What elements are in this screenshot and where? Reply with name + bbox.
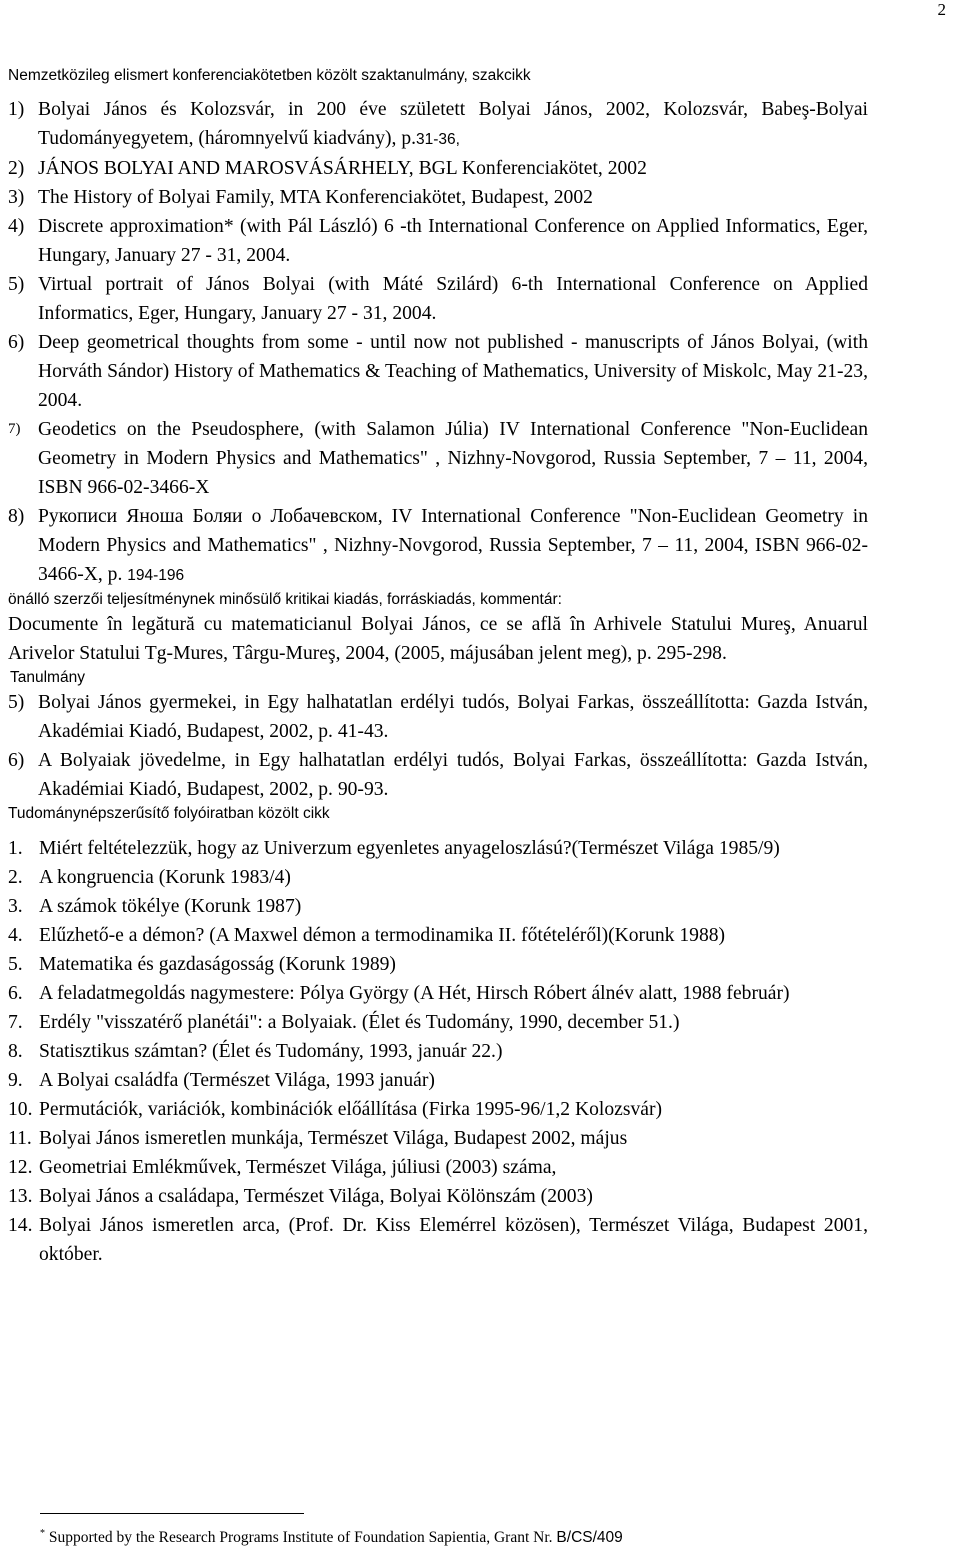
footnote-divider <box>40 1513 304 1514</box>
item-number: 2) <box>8 158 25 179</box>
item-text: Discrete approximation* (with Pál László) 6 -th International Conference on Applied Informatics, Eger, Hungary, January 27 - 31, 2004. <box>38 216 868 266</box>
heading-popular: Tudománynépszerűsítő folyóiratban közölt cikk <box>8 805 330 822</box>
list-item <box>8 834 868 863</box>
item-text: Permutációk, variációk, kombinációk előállítása (Firka 1995-96/1,2 Kolozsvár) <box>39 1099 663 1120</box>
list-item <box>8 1037 868 1066</box>
list-item <box>8 328 868 415</box>
item-text: Bolyai János a családapa, Természet Világa, Bolyai Kölönszám (2003) <box>39 1186 593 1207</box>
item-number: 5) <box>8 274 25 295</box>
list-item <box>8 1008 868 1037</box>
document-page <box>8 66 868 1269</box>
item-text: Statisztikus számtan? (Élet és Tudomány, 1993, január 22.) <box>39 1041 503 1062</box>
list-item <box>8 154 868 183</box>
item-text: A Bolyaiak jövedelme, in Egy halhatatlan erdélyi tudós, Bolyai Farkas, összeállította: Gazda István, Akadémiai Kiadó, Budapest, 2002, p. 90-93. <box>38 750 868 800</box>
list-item <box>8 1066 868 1095</box>
item-number: 4) <box>8 216 25 237</box>
list-item <box>8 1124 868 1153</box>
item-text: A számok tökélye (Korunk 1987) <box>39 896 302 917</box>
item-text: JÁNOS BOLYAI AND MAROSVÁSÁRHELY, BGL Konferenciakötet, 2002 <box>38 158 647 179</box>
item-number: 5) <box>8 692 25 713</box>
item-number: 6) <box>8 332 25 353</box>
item-text: Miért feltételezzük, hogy az Univerzum egyenletes anyageloszlású?(Természet Világa 1985/9) <box>39 838 780 859</box>
item-text: Рукописи Яноша Боляи о Лобачевском, IV International Conference "Non-Euclidean Geometry in Modern Physics and Mathematics" , Nizhny-Novgorod, Russia September, 7 – 11, 2004, ISBN 966-02-3466-X, p. 194-196 <box>38 506 868 585</box>
list-item <box>8 1153 868 1182</box>
conference-list <box>8 95 868 590</box>
list-item <box>8 979 868 1008</box>
footnote <box>40 1524 623 1548</box>
study-list <box>8 688 868 804</box>
item-number: 6. <box>8 983 23 1004</box>
item-text: A feladatmegoldás nagymestere: Pólya György (A Hét, Hirsch Róbert álnév alatt, 1988 február) <box>39 983 790 1004</box>
list-item <box>8 892 868 921</box>
item-text: A kongruencia (Korunk 1983/4) <box>39 867 291 888</box>
item-text: Matematika és gazdaságosság (Korunk 1989) <box>39 954 396 975</box>
item-number: 1. <box>8 838 23 859</box>
footnote-text: Supported by the Research Programs Institute of Foundation Sapientia, Grant Nr. <box>48 1529 553 1546</box>
item-number: 8) <box>8 506 25 527</box>
list-item <box>8 950 868 979</box>
item-text: Bolyai János és Kolozsvár, in 200 éve született Bolyai János, 2002, Kolozsvár, Babeş-Bolyai Tudományegyetem, (háromnyelvű kiadvány), p.31-36, <box>38 99 868 149</box>
item-text: Geodetics on the Pseudosphere, (with Salamon Júlia) IV International Conference "Non-Euclidean Geometry in Modern Physics and Mathematics" , Nizhny-Novgorod, Russia September, 7 – 11, 2004, ISBN 966-02-3466-X <box>38 419 868 498</box>
item-number: 12. <box>8 1157 33 1178</box>
page-number: 2 <box>937 0 946 19</box>
heading-study: Tanulmány <box>10 669 85 686</box>
item-number: 4. <box>8 925 23 946</box>
item-text: Elűzhető-e a démon? (A Maxwel démon a termodinamika II. főtételéről)(Korunk 1988) <box>39 925 726 946</box>
item-text: The History of Bolyai Family, MTA Konferenciakötet, Budapest, 2002 <box>38 187 593 208</box>
list-item <box>8 95 868 154</box>
item-text: Bolyai János ismeretlen arca, (Prof. Dr. Kiss Elemérrel közösen), Természet Világa, Budapest 2001, október. <box>39 1215 868 1265</box>
list-item <box>8 415 868 502</box>
item-text: Bolyai János ismeretlen munkája, Természet Világa, Budapest 2002, május <box>39 1128 628 1149</box>
item-number: 14. <box>8 1215 33 1236</box>
list-item <box>8 212 868 270</box>
item-number: 9. <box>8 1070 23 1091</box>
list-item <box>8 502 868 590</box>
heading-critical: önálló szerzői teljesítménynek minősülő kritikai kiadás, forráskiadás, kommentár: <box>8 591 562 608</box>
item-text: Geometriai Emlékművek, Természet Világa, júliusi (2003) száma, <box>39 1157 557 1178</box>
item-text: A Bolyai családfa (Természet Világa, 1993 január) <box>39 1070 435 1091</box>
list-item <box>8 1095 868 1124</box>
item-text: Virtual portrait of János Bolyai (with Máté Szilárd) 6-th International Conference on Applied Informatics, Eger, Hungary, January 27 - 31, 2004. <box>38 274 868 324</box>
item-number: 5. <box>8 954 23 975</box>
list-item <box>8 863 868 892</box>
list-item <box>8 921 868 950</box>
list-item <box>8 270 868 328</box>
item-number: 6) <box>8 750 25 771</box>
item-text: Bolyai János gyermekei, in Egy halhatatlan erdélyi tudós, Bolyai Farkas, összeállította: Gazda István, Akadémiai Kiadó, Budapest, 2002, p. 41-43. <box>38 692 868 742</box>
item-number: 11. <box>8 1128 32 1149</box>
popular-articles-list <box>8 834 868 1269</box>
item-number: 3. <box>8 896 23 917</box>
item-text: Deep geometrical thoughts from some - until now not published - manuscripts of János Bolyai, (with Horváth Sándor) History of Mathematics & Teaching of Mathematics, University of Miskolc, May 21-23, 2004. <box>38 332 868 411</box>
list-item <box>8 688 868 746</box>
list-item <box>8 183 868 212</box>
list-item <box>8 1211 868 1269</box>
heading-conference: Nemzetközileg elismert konferenciakötetben közölt szaktanulmány, szakcikk <box>8 67 531 84</box>
item-number: 10. <box>8 1099 33 1120</box>
footnote-mark: * <box>40 1528 45 1539</box>
item-number: 7. <box>8 1012 23 1033</box>
item-text: Erdély "visszatérő planétái": a Bolyaiak. (Élet és Tudomány, 1990, december 51.) <box>39 1012 680 1033</box>
grant-code: B/CS/409 <box>556 1529 623 1546</box>
list-item <box>8 746 868 804</box>
item-number: 7) <box>8 421 21 437</box>
item-number: 1) <box>8 99 25 120</box>
item-number: 8. <box>8 1041 23 1062</box>
item-number: 2. <box>8 867 23 888</box>
item-number: 3) <box>8 187 25 208</box>
item-number: 13. <box>8 1186 33 1207</box>
critical-edition-text: Documente în legătură cu matematicianul Bolyai János, ce se află în Arhivele Statului Mureş, Anuarul Arivelor Statului Tg-Mures, Târgu-Mureş, 2004, (2005, májusában jelent meg), p. 295-298. <box>8 614 868 664</box>
list-item <box>8 1182 868 1211</box>
